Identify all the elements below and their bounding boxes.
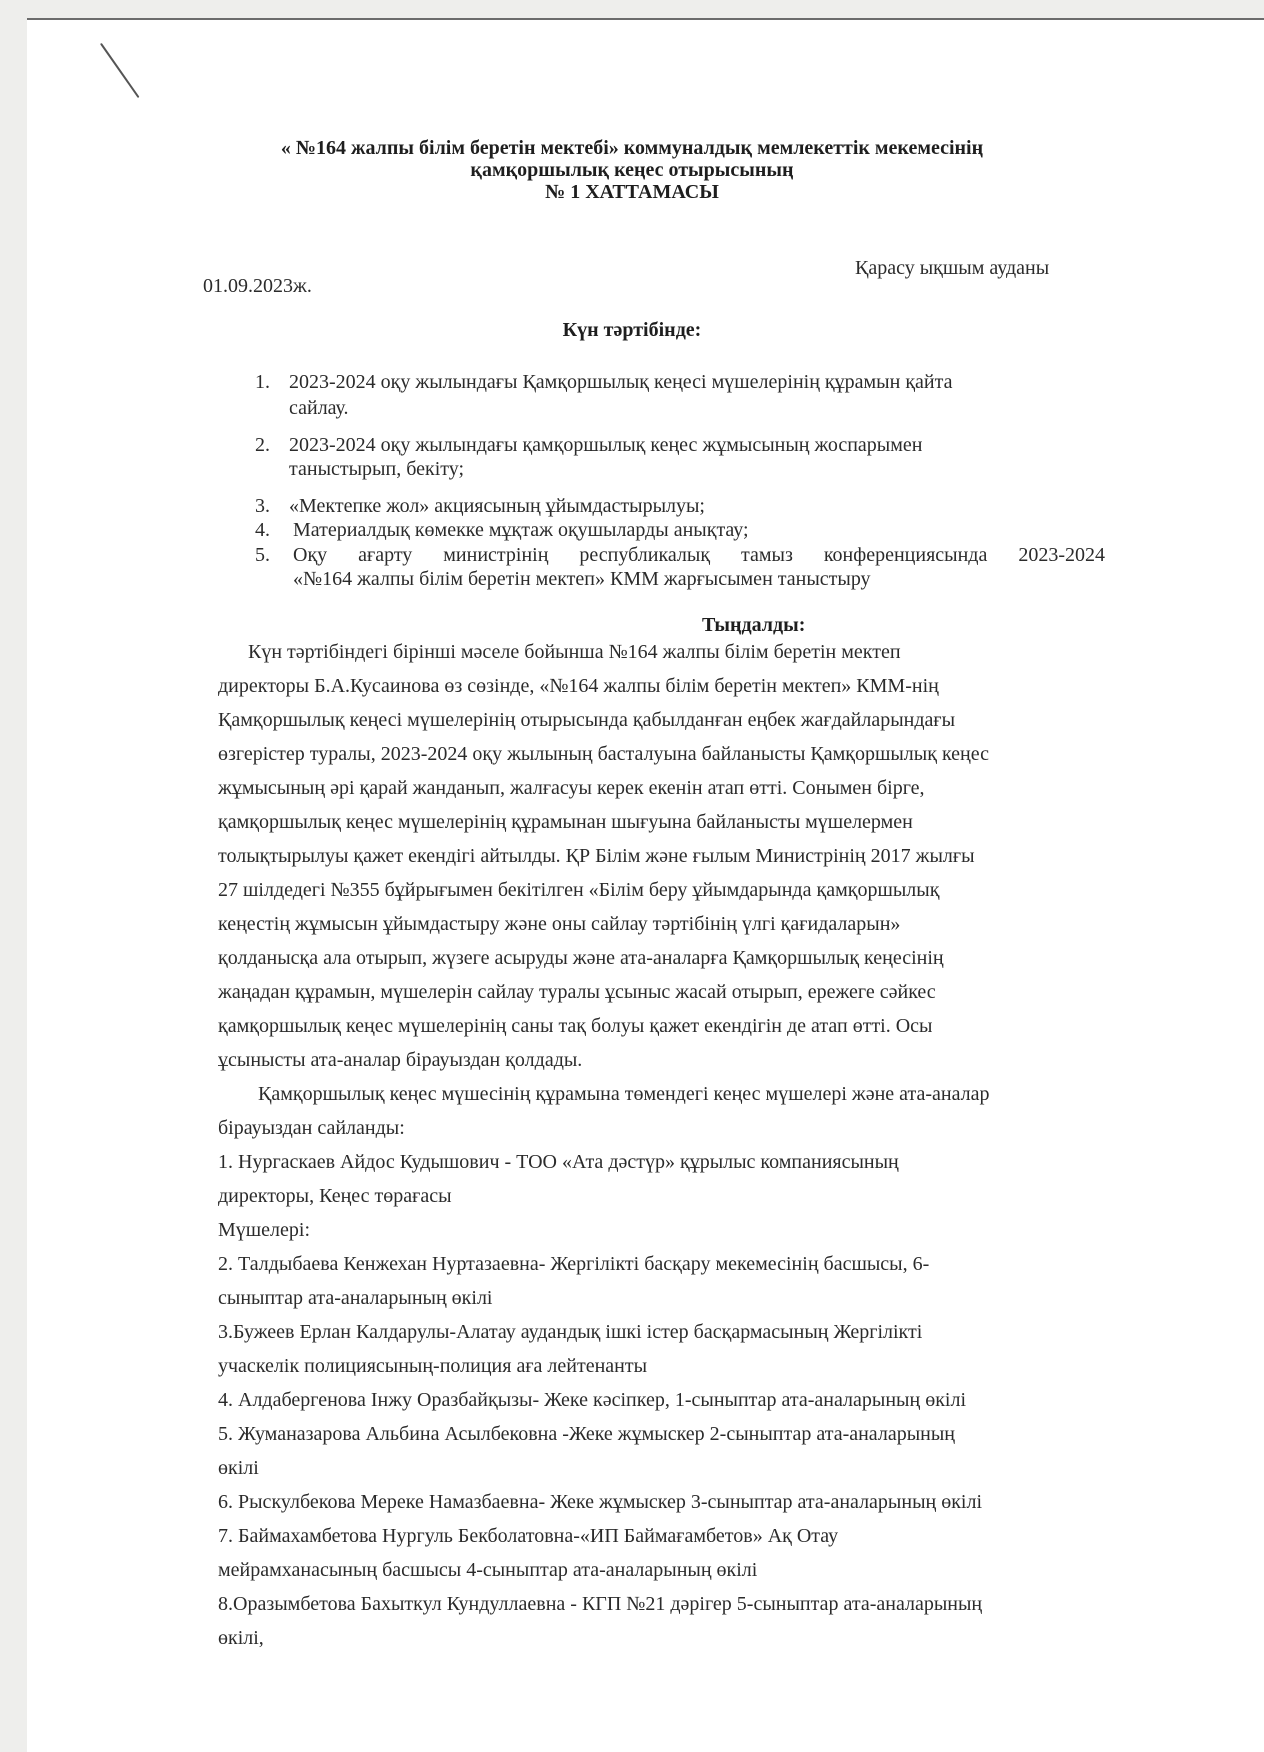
agenda-item-text: таныстырып, бекіту; bbox=[289, 458, 465, 480]
member-line: 5. Жуманазарова Альбина Асылбековна -Жеке жұмыскер 2-сыныптар ата-аналарының bbox=[218, 1423, 956, 1445]
agenda-item-text: Оқу ағарту министрінің республикалық тамыз конференциясында 2023-2024 bbox=[293, 544, 1105, 566]
member-line: 3.Бужеев Ерлан Калдарулы-Алатау аудандық ішкі істер басқармасының Жергілікті bbox=[218, 1321, 923, 1343]
body-line: толықтырылуы қажет екендігі айтылды. ҚР Білім және ғылым Министрінің 2017 жылғы bbox=[218, 845, 975, 867]
agenda-item-number: 3. bbox=[255, 495, 270, 517]
body-line: 27 шілдедегі №355 бұйрығымен бекітілген «Білім беру ұйымдарында қамқоршылық bbox=[218, 879, 940, 901]
agenda-item-text: «Мектепке жол» акциясының ұйымдастырылуы; bbox=[289, 495, 705, 517]
member-line: мейрамханасының басшысы 4-сыныптар ата-аналарының өкілі bbox=[218, 1559, 758, 1581]
body-line: Қамқоршылық кеңесі мүшелерінің отырысында қабылданған еңбек жағдайларындағы bbox=[218, 709, 956, 731]
agenda-item-number: 1. bbox=[255, 371, 270, 393]
member-line: 6. Рыскулбекова Мереке Намазбаевна- Жеке жұмыскер 3-сыныптар ата-аналарының өкілі bbox=[218, 1491, 983, 1513]
members-heading: Мүшелері: bbox=[218, 1219, 311, 1241]
agenda-item-text: Материалдық көмекке мұқтаж оқушыларды анықтау; bbox=[293, 519, 749, 541]
listened-heading: Тыңдалды: bbox=[702, 614, 806, 636]
body-line: Күн тәртібіндегі бірінші мәселе бойынша №164 жалпы білім беретін мектеп bbox=[248, 641, 901, 663]
body-line: қолданысқа ала отырып, жүзеге асыруды және ата-аналарға Қамқоршылық кеңесінің bbox=[218, 947, 944, 969]
member-line: өкілі, bbox=[218, 1627, 264, 1649]
body-line: бірауыздан сайланды: bbox=[218, 1117, 405, 1139]
agenda-item-number: 2. bbox=[255, 434, 270, 456]
body-line: өзгерістер туралы, 2023-2024 оқу жылының басталуына байланысты Қамқоршылық кеңес bbox=[218, 743, 989, 765]
agenda-item-number: 5. bbox=[255, 544, 270, 566]
body-line: қамқоршылық кеңес мүшелерінің саны тақ болуы қажет екендігін де атап өтті. Осы bbox=[218, 1015, 933, 1037]
body-line: қамқоршылық кеңес мүшелерінің құрамынан шығуына байланысты мүшелермен bbox=[218, 811, 913, 833]
title-line-3: № 1 ХАТТАМАСЫ bbox=[545, 181, 719, 203]
agenda-item-text: 2023-2024 оқу жылындағы Қамқоршылық кеңесі мүшелерінің құрамын қайта bbox=[289, 371, 953, 393]
agenda-heading: Күн тәртібінде: bbox=[562, 319, 702, 341]
document-date: 01.09.2023ж. bbox=[203, 275, 312, 297]
member-line: учаскелік полициясының-полиция аға лейтенанты bbox=[218, 1355, 648, 1377]
member-line: 1. Нургаскаев Айдос Кудышович - ТОО «Ата дәстүр» құрылыс компаниясының bbox=[218, 1151, 899, 1173]
agenda-item-number: 4. bbox=[255, 519, 270, 541]
body-line: директоры Б.А.Кусаинова өз сөзінде, «№164 жалпы білім беретін мектеп» КММ-нің bbox=[218, 675, 939, 697]
member-line: өкілі bbox=[218, 1457, 259, 1479]
title-line-1: « №164 жалпы білім беретін мектебі» коммуналдық мемлекеттік мекемесінің bbox=[280, 137, 984, 159]
agenda-item-text: «№164 жалпы білім беретін мектеп» КММ жарғысымен таныстыру bbox=[293, 568, 871, 590]
document-location: Қарасу ықшым ауданы bbox=[855, 257, 1050, 279]
member-line: 2. Талдыбаева Кенжехан Нуртазаевна- Жергілікті басқару мекемесінің басшысы, 6- bbox=[218, 1253, 930, 1275]
member-line: 7. Баймахамбетова Нургуль Бекболатовна-«ИП Баймағамбетов» Ақ Отау bbox=[218, 1525, 839, 1547]
member-line: 4. Алдабергенова Інжу Оразбайқызы- Жеке кәсіпкер, 1-сыныптар ата-аналарының өкілі bbox=[218, 1389, 966, 1411]
body-line: ұсынысты ата-аналар бірауыздан қолдады. bbox=[218, 1049, 583, 1071]
member-line: 8.Оразымбетова Бахыткул Кундуллаевна - КГП №21 дәрігер 5-сыныптар ата-аналарының bbox=[218, 1593, 983, 1615]
body-line: Қамқоршылық кеңес мүшесінің құрамына төмендегі кеңес мүшелері және ата-аналар bbox=[258, 1083, 990, 1105]
title-line-2: қамқоршылық кеңес отырысының bbox=[470, 159, 794, 181]
member-line: сыныптар ата-аналарының өкілі bbox=[218, 1287, 493, 1309]
body-line: жаңадан құрамын, мүшелерін сайлау туралы ұсыныс жасай отырып, ережеге сәйкес bbox=[218, 981, 936, 1003]
member-line: директоры, Кеңес төрағасы bbox=[218, 1185, 452, 1207]
agenda-item-text: сайлау. bbox=[289, 397, 349, 419]
body-line: жұмысының әрі қарай жанданып, жалғасуы керек екенін атап өтті. Сонымен бірге, bbox=[218, 777, 925, 799]
agenda-item-text: 2023-2024 оқу жылындағы қамқоршылық кеңес жұмысының жоспарымен bbox=[289, 434, 923, 456]
body-line: кеңестің жұмысын ұйымдастыру және оны сайлау тәртібінің үлгі қағидаларын» bbox=[218, 913, 901, 935]
